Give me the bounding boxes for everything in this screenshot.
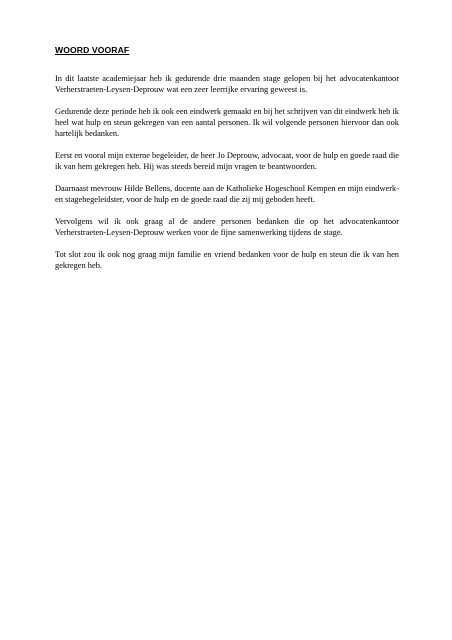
section-heading: WOORD VOORAF [55, 45, 130, 55]
paragraph-5: Vervolgens wil ik ook graag al de andere personen bedanken die op het advocatenkantoor Verherstraeten-Leysen-Deprouw werken voor de fijne samenwerking tijdens de stage. [55, 217, 399, 237]
paragraph-6: Tot slot zou ik ook nog graag mijn familie en vriend bedanken voor de hulp en steun die ik van hen gekregen heb. [55, 250, 399, 270]
paragraph-4: Daarnaast mevrouw Hilde Bellens, docente aan de Katholieke Hogeschool Kempen en mijn eindwerk- en stagebegeleidster, voor de hulp en de goede raad die zij mij geboden heeft. [55, 184, 399, 204]
paragraph-1: In dit laatste academiejaar heb ik gedurende drie maanden stage gelopen bij het advocatenkantoor Verherstraeten-Leysen-Deprouw wat een zeer leerrijke ervaring geweest is. [55, 74, 399, 94]
paragraph-3: Eerst en vooral mijn externe begeleider, de heer Jo Deprouw, advocaat, voor de hulp en goede raad die ik van hem gekregen heb. Hij was steeds bereid mijn vragen te beantwoorden. [55, 151, 399, 171]
body-text [55, 73, 399, 282]
paragraph-2: Gedurende deze periode heb ik ook een eindwerk gemaakt en bij het schrijven van dit eindwerk heb ik heel wat hulp en steun gekregen van een aantal personen. Ik wil volgende personen hiervoor dan ook hartelijk bedanken. [55, 107, 399, 138]
